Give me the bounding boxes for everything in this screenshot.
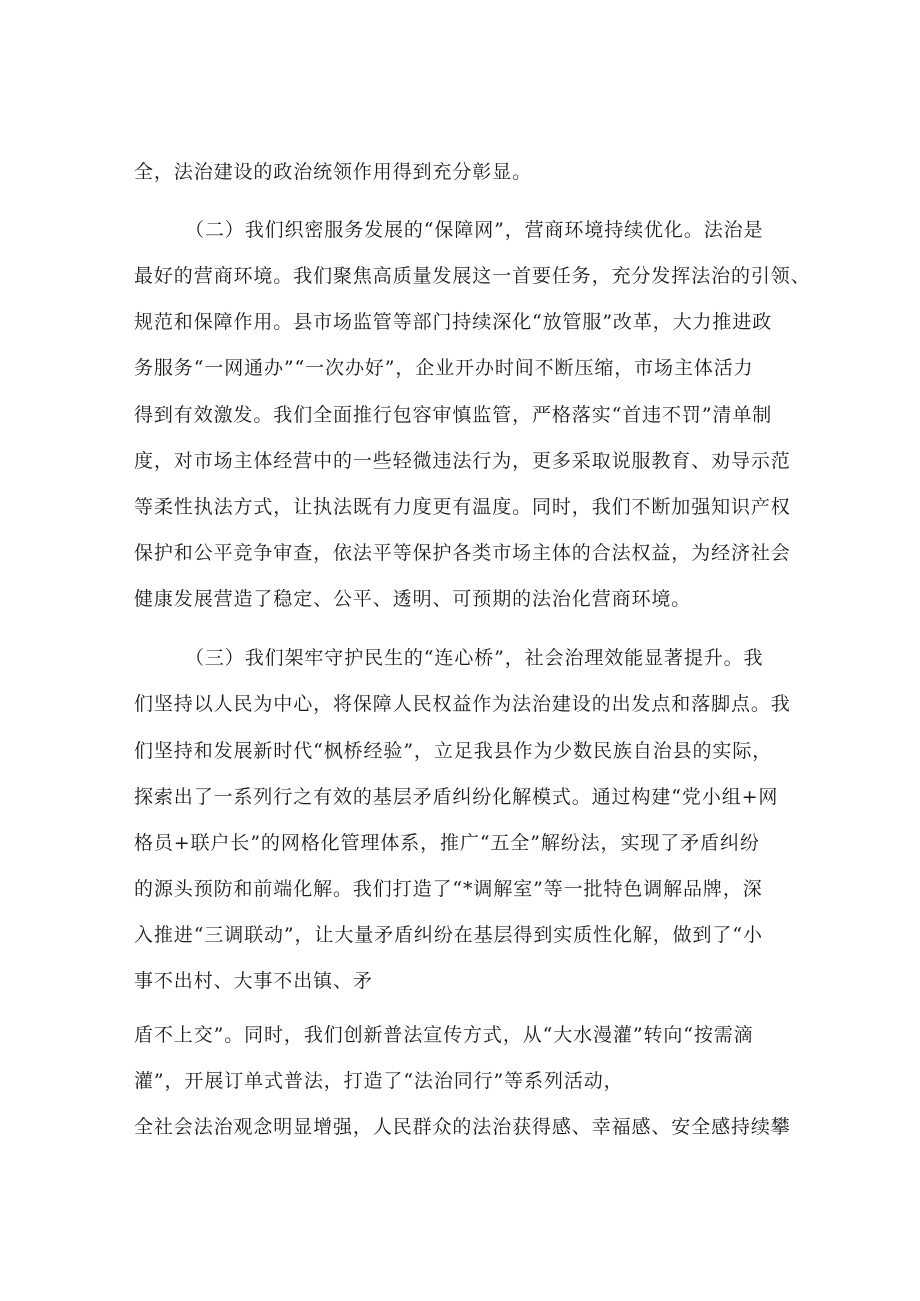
paragraph-heading-line: （三）我们架牢守护民生的“连心桥”，社会治理效能显著提升。我 bbox=[185, 647, 764, 669]
text-line: 事不出村、大事不出镇、矛 bbox=[134, 970, 373, 992]
text-line: 得到有效激发。我们全面推行包容审慎监管，严格落实“首违不罚”清单制 bbox=[134, 404, 773, 426]
text-line: 们坚持以人民为中心，将保障人民权益作为法治建设的出发点和落脚点。我 bbox=[134, 693, 791, 715]
text-line: 等柔性执法方式，让执法既有力度更有温度。同时，我们不断加强知识产权 bbox=[134, 496, 791, 518]
text-line: 灌”，开展订单式普法，打造了“法治同行”等系列活动， bbox=[134, 1070, 624, 1092]
paragraph-heading-line: （二）我们织密服务发展的“保障网”，营商环境持续优化。法治是 bbox=[185, 219, 764, 241]
text-line: 最好的营商环境。我们聚焦高质量发展这一首要任务，充分发挥法治的引领、 bbox=[134, 265, 811, 287]
text-line: 度，对市场主体经营中的一些轻微违法行为，更多采取说服教育、劝导示范 bbox=[134, 450, 791, 472]
text-line: 们坚持和发展新时代“枫桥经验”，立足我县作为少数民族自治县的实际， bbox=[134, 740, 773, 762]
text-line: 全社会法治观念明显增强，人民群众的法治获得感、幸福感、安全感持续攀 bbox=[134, 1116, 791, 1138]
text-line: 规范和保障作用。县市场监管等部门持续深化“放管服”改革，大力推进政 bbox=[134, 311, 773, 333]
text-line: 的源头预防和前端化解。我们打造了“*调解室”等一批特色调解品牌，深 bbox=[134, 878, 763, 900]
text-line: 务服务“一网通办”“一次办好”，企业开办时间不断压缩，市场主体活力 bbox=[134, 357, 754, 379]
text-line: 入推进“三调联动”，让大量矛盾纠纷在基层得到实质性化解，做到了“小 bbox=[134, 924, 763, 946]
text-line: 探索出了一系列行之有效的基层矛盾纠纷化解模式。通过构建“党小组+网 bbox=[134, 786, 779, 808]
text-line: 格员+联户长”的网格化管理体系，推广“五全”解纷法，实现了矛盾纠纷 bbox=[134, 832, 760, 854]
text-line: 保护和公平竞争审查，依法平等保护各类市场主体的合法权益，为经济社会 bbox=[134, 542, 791, 564]
text-line: 盾不上交”。同时，我们创新普法宣传方式，从“大水漫灌”转向“按需滴 bbox=[134, 1024, 754, 1046]
text-line: 健康发展营造了稳定、公平、透明、可预期的法治化营商环境。 bbox=[134, 588, 692, 610]
text-line: 全，法治建设的政治统领作用得到充分彰显。 bbox=[134, 161, 533, 183]
